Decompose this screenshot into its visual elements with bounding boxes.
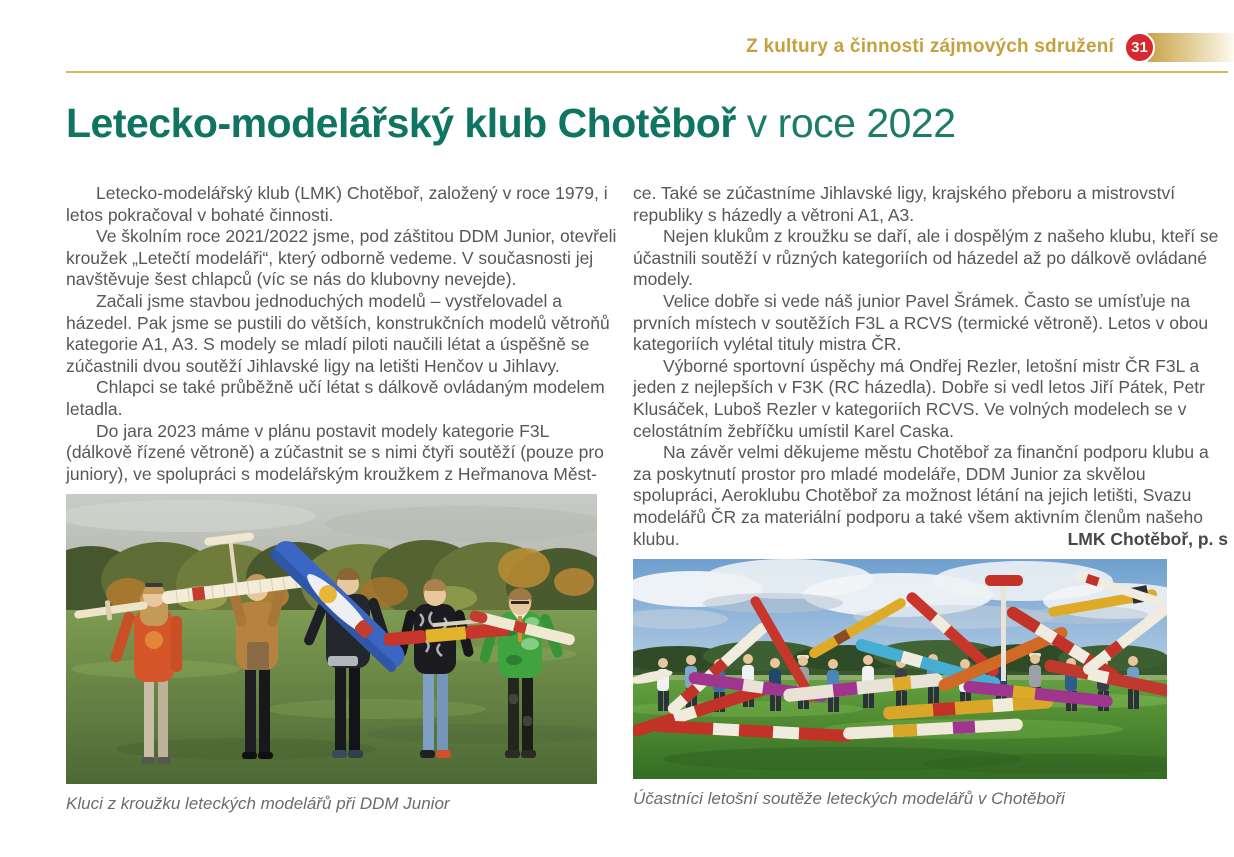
paragraph: Ve školním roce 2021/2022 jsme, pod záštitou DDM Junior, otevřeli kroužek „Letečtí modeláři“, který odborně vedeme. V současnosti jej navštěvuje šest chlapců (víc se nás do klubovny nevejde). <box>66 226 617 290</box>
article-title-suffix: v roce 2022 <box>746 100 956 146</box>
right-column <box>633 183 1228 809</box>
right-column-text <box>633 183 1228 442</box>
paragraph: Letecko-modelářský klub (LMK) Chotěboř, založený v roce 1979, i letos pokračoval v bohaté činnosti. <box>66 183 608 225</box>
section-title: Z kultury a činnosti zájmových sdružení <box>746 36 1114 57</box>
paragraph: Do jara 2023 máme v plánu postavit modely kategorie F3L (dálkově řízené větroně) a zúčastnit se s nimi čtyři soutěží (pouze pro juniory), ve spolupráci s modelářským kroužkem z Heřmanova Měst- <box>66 420 604 484</box>
photo-caption-left: Kluci z kroužku leteckých modelářů při DDM Junior <box>66 794 450 814</box>
photo-right-image <box>633 559 1167 779</box>
paragraph: Výborné sportovní úspěchy má Ondřej Rezler, letošní mistr ČR F3L a jeden z nejlepších v F3K (RC házedla). Dobře si vedl letos Jiří Pátek, Petr Klusáček, Luboš Rezler v kategoriích RCVS. Ve volných modelech se v celostátním žebříčku umístil Karel Caska. <box>633 355 1205 441</box>
photo-caption-right: Účastníci letošní soutěže leteckých modelářů v Chotěboři <box>633 789 1065 809</box>
left-column <box>66 183 618 814</box>
paragraph: Nejen klukům z kroužku se daří, ale i dospělým z našeho klubu, kteří se účastnili soutěží v různých kategoriích od házedel až po dálkově ovládané modely. <box>633 226 1219 290</box>
closing-paragraph <box>633 442 1228 550</box>
paragraph: Chlapci se také průběžně učí létat s dálkově ovládaným modelem letadla. <box>66 377 605 419</box>
page-number-badge: 31 <box>1124 32 1155 63</box>
page-header <box>66 30 1234 64</box>
article-title-main: Letecko-modelářský klub Chotěboř <box>66 100 736 146</box>
photo-left-image <box>66 494 597 784</box>
photo-competition-group <box>633 559 1228 809</box>
paragraph: Velice dobře si vede náš junior Pavel Šrámek. Často se umísťuje na prvních místech v soutěžích F3L a RCVS (termické větroně). Letos v obou kategoriích vylétal tituly mistra ČR. <box>633 290 1209 355</box>
closing-text: Na závěr velmi děkujeme městu Chotěboř za finanční podporu klubu a za poskytnutí prostor pro mladé modeláře, DDM Junior za skvělou spolupráci, Aeroklubu Chotěboř za možnost létání na jejich letišti, Svazu modelářů ČR za materiální podporu a také všem aktivním členům našeho klubu. <box>633 442 1209 549</box>
article-signature: LMK Chotěboř, p. s <box>1067 528 1228 549</box>
gold-gradient-bar <box>1148 33 1234 62</box>
photo-boys-with-gliders <box>66 494 618 814</box>
paragraph: Začali jsme stavbou jednoduchých modelů – vystřelovadel a házedel. Pak jsme se pustili do větších, konstrukčních modelů větroňů kategorie A1, A3. S modely se mladí piloti naučili létat a úspěšně se zúčastnili dvou soutěží Jihlavské ligy na letišti Henčov u Jihlavy. <box>66 290 610 376</box>
paragraph: ce. Také se zúčastníme Jihlavské ligy, krajského přeboru a mistrovství republiky s házedly a větroni A1, A3. <box>633 183 1176 225</box>
header-rule <box>66 71 1228 73</box>
article-title <box>66 100 956 147</box>
left-column-text <box>66 183 618 485</box>
